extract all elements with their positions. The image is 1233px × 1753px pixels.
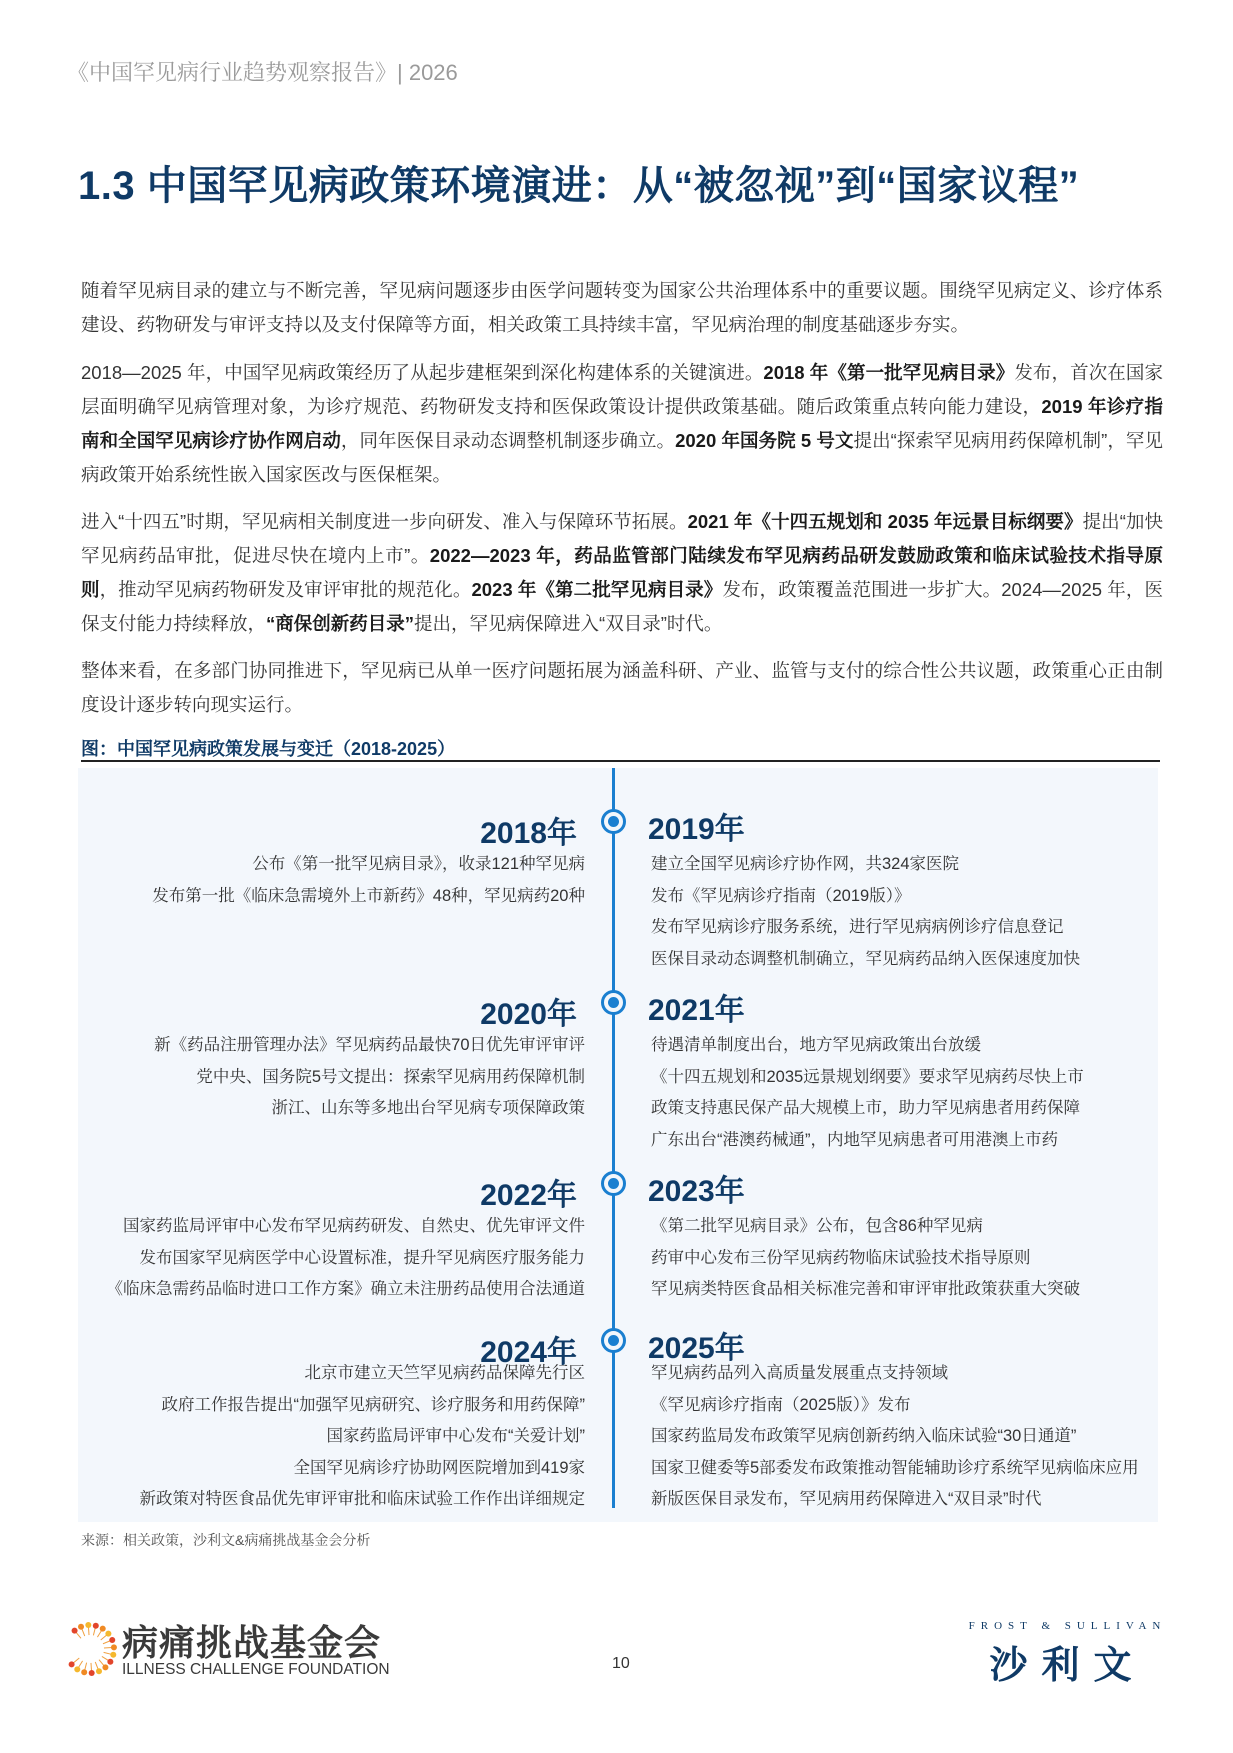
timeline-event: 浙江、山东等多地出台罕见病专项保障政策 — [271, 1099, 585, 1117]
emphasis-text: 2020 年国务院 5 号文 — [675, 430, 854, 451]
timeline-node-icon — [601, 1171, 626, 1196]
logo-cn-text: 沙利文 — [989, 1645, 1146, 1687]
timeline-event: 党中央、国务院5号文提出：探索罕见病用药保障机制 — [196, 1067, 585, 1086]
timeline-event: 发布第一批《临床急需境外上市新药》48种，罕见病药20种 — [152, 886, 585, 905]
text-run: 整体来看，在多部门协同推进下，罕见病已从单一医疗问题拓展为涵盖科研、产业、监管与支付的综合性公共议题，政策重心正由制度设计逐步转向现实运行。 — [81, 660, 1163, 715]
paragraph — [81, 505, 1163, 641]
text-run: 随着罕见病目录的建立与不断完善，罕见病问题逐步由医学问题转变为国家公共治理体系中的重要议题。围绕罕见病定义、诊疗体系建设、药物研发与审评支持以及支付保障等方面，相关政策工具持续丰富，罕见病治理的制度基础逐步夯实。 — [81, 280, 1163, 335]
running-header: 《中国罕见病行业趋势观察报告》| 2026 — [67, 60, 458, 85]
timeline-event: 新版医保目录发布，罕见病用药保障进入“双目录”时代 — [651, 1490, 1042, 1508]
timeline-event: 《临床急需药品临时进口工作方案》确立未注册药品使用合法通道 — [106, 1280, 585, 1298]
timeline-year: 2023年 — [648, 1175, 745, 1208]
timeline-axis — [612, 768, 615, 1508]
emphasis-text: 2023 年《第二批罕见病目录》 — [471, 579, 723, 600]
text-run: 2018—2025 年，中国罕见病政策经历了从起步建框架到深化构建体系的关键演进。 — [81, 362, 764, 383]
figure-source: 来源：相关政策，沙利文&病痛挑战基金会分析 — [81, 1532, 371, 1548]
timeline-event: 发布《罕见病诊疗指南（2019版）》 — [651, 886, 911, 905]
timeline-year: 2024年 — [480, 1336, 577, 1369]
section-title: 1.3 中国罕见病政策环境演进：从“被忽视”到“国家议程” — [78, 164, 1080, 208]
frost-sullivan-logo — [960, 1620, 1175, 1689]
timeline-event: 新《药品注册管理办法》罕见病药品最快70日优先审评审评 — [154, 1036, 585, 1054]
paragraph — [81, 356, 1163, 492]
text-run: 发布，首次在国家层面明确罕见病管理对象，为诊疗规范、药物研发支持和医保政策设计提供政策基础。随后政策重点转向能力建设， — [81, 362, 1163, 417]
timeline-event: 发布国家罕见病医学中心设置标准，提升罕见病医疗服务能力 — [139, 1248, 585, 1267]
timeline-event: 罕见病类特医食品相关标准完善和审评审批政策获重大突破 — [651, 1280, 1080, 1298]
logo-cn-text: 病痛挑战基金会 — [122, 1622, 382, 1663]
timeline-event: 公布《第一批罕见病目录》，收录121种罕见病 — [252, 855, 585, 873]
timeline-node-icon — [601, 809, 626, 834]
timeline-event: 发布罕见病诊疗服务系统，进行罕见病病例诊疗信息登记 — [651, 918, 1064, 936]
text-run: 发布，政策覆盖范围进一步扩大。2024—2025 年，医保支付能力持续释放， — [81, 579, 1163, 634]
timeline-event: 国家药监局评审中心发布罕见病药研发、自然史、优先审评文件 — [123, 1217, 585, 1235]
timeline-event: 《十四五规划和2035远景规划纲要》要求罕见病药尽快上市 — [651, 1067, 1084, 1086]
timeline-event: 待遇清单制度出台，地方罕见病政策出台放缓 — [651, 1036, 981, 1054]
timeline-event: 药审中心发布三份罕见病药物临床试验技术指导原则 — [651, 1248, 1031, 1267]
text-run: 提出，罕见病保障进入“双目录”时代。 — [414, 613, 723, 634]
timeline-year: 2021年 — [648, 994, 745, 1027]
timeline-event: 政策支持惠民保产品大规模上市，助力罕见病患者用药保障 — [651, 1099, 1080, 1117]
logo-en-text: ILLNESS CHALLENGE FOUNDATION — [122, 1661, 390, 1678]
timeline-event: 国家药监局发布政策罕见病创新药纳入临床试验“30日通道” — [651, 1427, 1077, 1445]
sunburst-icon — [60, 1619, 120, 1679]
timeline-year: 2025年 — [648, 1332, 745, 1365]
timeline-event: 新政策对特医食品优先审评审批和临床试验工作作出详细规定 — [139, 1490, 585, 1508]
timeline-event: 国家卫健委等5部委发布政策推动智能辅助诊疗系统罕见病临床应用 — [651, 1458, 1139, 1477]
text-run: ，同年医保目录动态调整机制逐步确立。 — [340, 430, 676, 451]
emphasis-text: 2021 年《十四五规划和 2035 年远景目标纲要》 — [687, 511, 1083, 532]
timeline-node-icon — [601, 1328, 626, 1353]
timeline-event: 北京市建立天竺罕见病药品保障先行区 — [304, 1364, 585, 1382]
timeline-event: 《罕见病诊疗指南（2025版）》发布 — [651, 1395, 911, 1414]
timeline-year: 2018年 — [480, 817, 577, 850]
timeline-event: 广东出台“港澳药械通”，内地罕见病患者可用港澳上市药 — [651, 1130, 1058, 1149]
timeline-year: 2019年 — [648, 813, 745, 846]
text-run: 提出“加快罕见病药品审批，促进尽快在境内上市”。 — [81, 511, 1164, 566]
timeline-event: 全国罕见病诊疗协助网医院增加到419家 — [293, 1458, 585, 1477]
caption-divider — [81, 760, 1160, 762]
timeline-event: 政府工作报告提出“加强罕见病研究、诊疗服务和用药保障” — [161, 1395, 585, 1414]
timeline-event: 建立全国罕见病诊疗协作网，共324家医院 — [651, 855, 960, 873]
paragraph — [81, 274, 1163, 342]
text-run: 进入“十四五”时期，罕见病相关制度进一步向研发、准入与保障环节拓展。 — [81, 511, 688, 532]
emphasis-text: 2022—2023 年，药品监管部门陆续发布罕见病药品研发鼓励政策和临床试验技术指导原则 — [81, 545, 1163, 600]
logo-en-text: FROST & SULLIVAN — [968, 1620, 1167, 1632]
timeline-event: 《第二批罕见病目录》公布，包含86种罕见病 — [651, 1217, 983, 1235]
emphasis-text: 2019 年诊疗指南和全国罕见病诊疗协作网启动 — [81, 396, 1163, 451]
text-run: 提出“探索罕见病用药保障机制”，罕见病政策开始系统性嵌入国家医改与医保框架。 — [81, 430, 1163, 485]
timeline-event: 国家药监局评审中心发布“关爱计划” — [326, 1427, 585, 1445]
timeline-year: 2022年 — [480, 1179, 577, 1212]
timeline-event: 罕见病药品列入高质量发展重点支持领域 — [651, 1364, 948, 1382]
timeline-node-icon — [601, 990, 626, 1015]
timeline-event: 医保目录动态调整机制确立，罕见病药品纳入医保速度加快 — [651, 949, 1080, 968]
emphasis-text: 2018 年《第一批罕见病目录》 — [763, 362, 1015, 383]
text-run: ，推动罕见病药物研发及审评审批的规范化。 — [99, 579, 472, 600]
figure-caption: 图：中国罕见病政策发展与变迁（2018-2025） — [81, 739, 456, 759]
emphasis-text: “商保创新药目录” — [266, 613, 415, 634]
page-number: 10 — [612, 1655, 630, 1672]
paragraph — [81, 654, 1163, 722]
timeline-year: 2020年 — [480, 998, 577, 1031]
